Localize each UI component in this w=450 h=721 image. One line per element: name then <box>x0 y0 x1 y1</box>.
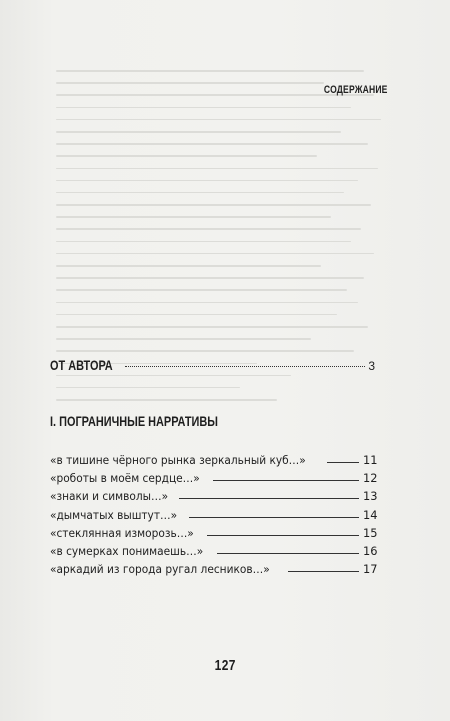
leader-line <box>207 535 359 536</box>
toc-entry-title: «роботы в моём сердце…» <box>50 471 200 486</box>
leader-line <box>213 480 359 481</box>
toc-entry[interactable] <box>50 562 378 580</box>
toc-entry[interactable] <box>50 453 378 471</box>
toc-entry-title: «дымчатых выштут…» <box>50 507 178 522</box>
toc-entry-author[interactable] <box>50 357 375 373</box>
toc-entry-page: 13 <box>363 489 378 504</box>
toc-entry[interactable] <box>50 525 378 544</box>
leader-line <box>327 462 359 463</box>
toc-entry[interactable] <box>50 471 378 489</box>
toc-entry-title: «в тишине чёрного рынка зеркальный куб…» <box>50 453 306 467</box>
page-number <box>0 657 450 674</box>
toc-entry-title: «стеклянная изморозь…» <box>50 525 194 540</box>
toc-entry[interactable] <box>50 507 378 526</box>
leader-dots <box>125 366 365 367</box>
leader-line <box>217 553 359 554</box>
toc-entry-page: 16 <box>363 543 378 558</box>
section-heading: I. ПОГРАНИЧНЫЕ НАРРАТИВЫ <box>50 413 218 429</box>
leader-line <box>288 571 359 572</box>
toc-entries-list <box>50 453 378 580</box>
toc-entry-page: 12 <box>363 471 378 486</box>
toc-entry-title: ОТ АВТОРА <box>50 357 113 373</box>
toc-entry-title: «аркадий из города ругал лесников…» <box>50 562 270 577</box>
page-number-text: 127 <box>214 657 236 674</box>
toc-entry[interactable] <box>50 543 378 562</box>
leader-line <box>189 517 359 518</box>
toc-entry-title: «знаки и символы…» <box>50 489 169 504</box>
toc-entry-page: 11 <box>363 453 378 467</box>
toc-entry-title: «в сумерках понимаешь…» <box>50 543 204 558</box>
toc-entry-page: 17 <box>363 562 378 577</box>
toc-entry-page: 15 <box>363 525 378 540</box>
toc-entry[interactable] <box>50 489 378 507</box>
running-head: СОДЕРЖАНИЕ <box>324 84 388 96</box>
leader-line <box>179 498 359 499</box>
toc-entry-page: 14 <box>363 507 378 522</box>
toc-entry-page: 3 <box>368 359 375 373</box>
